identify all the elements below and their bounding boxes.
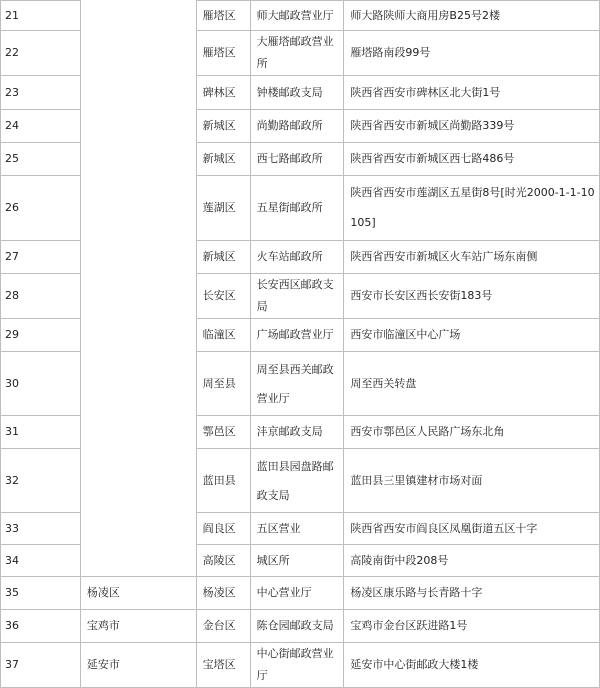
address-cell: 延安市中心街邮政大楼1楼 <box>344 643 600 688</box>
address-cell: 周至西关转盘 <box>344 352 600 416</box>
city-cell <box>80 176 196 241</box>
district-cell: 临潼区 <box>196 319 250 352</box>
address-cell: 宝鸡市金台区跃进路1号 <box>344 610 600 643</box>
table-row <box>1 319 600 352</box>
district-cell: 蓝田县 <box>196 449 250 513</box>
table-row <box>1 577 600 610</box>
table-row <box>1 449 600 513</box>
row-number: 33 <box>1 513 81 545</box>
city-cell <box>80 352 196 416</box>
table-row <box>1 513 600 545</box>
row-number: 35 <box>1 577 81 610</box>
office-cell: 中心街邮政营业厅 <box>250 643 344 688</box>
office-cell: 大雁塔邮政营业所 <box>250 31 344 76</box>
city-cell <box>80 110 196 143</box>
address-cell: 西安市鄠邑区人民路广场东北角 <box>344 416 600 449</box>
row-number: 25 <box>1 143 81 176</box>
table-row <box>1 416 600 449</box>
office-cell: 西七路邮政所 <box>250 143 344 176</box>
city-cell <box>80 241 196 274</box>
city-cell <box>80 319 196 352</box>
office-cell: 五区营业 <box>250 513 344 545</box>
office-cell: 周至县西关邮政营业厅 <box>250 352 344 416</box>
address-cell: 杨凌区康乐路与长青路十字 <box>344 577 600 610</box>
city-cell <box>80 416 196 449</box>
table-row <box>1 241 600 274</box>
address-cell: 陕西省西安市新城区火车站广场东南侧 <box>344 241 600 274</box>
office-cell: 五星街邮政所 <box>250 176 344 241</box>
office-cell: 师大邮政营业厅 <box>250 1 344 31</box>
address-cell: 陕西省西安市新城区西七路486号 <box>344 143 600 176</box>
district-cell: 阎良区 <box>196 513 250 545</box>
table-row <box>1 352 600 416</box>
district-cell: 莲湖区 <box>196 176 250 241</box>
address-cell: 蓝田县三里镇建材市场对面 <box>344 449 600 513</box>
table-row <box>1 1 600 31</box>
office-cell: 蓝田县园盘路邮政支局 <box>250 449 344 513</box>
address-cell: 陕西省西安市阎良区凤凰街道五区十字 <box>344 513 600 545</box>
city-cell <box>80 274 196 319</box>
office-cell: 尚勤路邮政所 <box>250 110 344 143</box>
row-number: 21 <box>1 1 81 31</box>
table-row <box>1 143 600 176</box>
row-number: 32 <box>1 449 81 513</box>
row-number: 34 <box>1 545 81 577</box>
city-cell <box>80 76 196 110</box>
table-body <box>1 1 600 688</box>
address-cell: 西安市临潼区中心广场 <box>344 319 600 352</box>
row-number: 23 <box>1 76 81 110</box>
table-row <box>1 643 600 688</box>
table-row <box>1 110 600 143</box>
row-number: 29 <box>1 319 81 352</box>
city-cell: 杨凌区 <box>80 577 196 610</box>
office-cell: 城区所 <box>250 545 344 577</box>
city-cell: 宝鸡市 <box>80 610 196 643</box>
district-cell: 长安区 <box>196 274 250 319</box>
table-row <box>1 76 600 110</box>
city-cell <box>80 545 196 577</box>
row-number: 36 <box>1 610 81 643</box>
city-cell <box>80 31 196 76</box>
district-cell: 碑林区 <box>196 76 250 110</box>
district-cell: 金台区 <box>196 610 250 643</box>
district-cell: 杨凌区 <box>196 577 250 610</box>
office-cell: 陈仓园邮政支局 <box>250 610 344 643</box>
address-cell: 陕西省西安市莲湖区五星街8号[时光2000-1-1-10105] <box>344 176 600 241</box>
city-cell <box>80 513 196 545</box>
district-cell: 新城区 <box>196 110 250 143</box>
row-number: 22 <box>1 31 81 76</box>
row-number: 27 <box>1 241 81 274</box>
district-cell: 高陵区 <box>196 545 250 577</box>
row-number: 28 <box>1 274 81 319</box>
district-cell: 周至县 <box>196 352 250 416</box>
address-cell: 陕西省西安市新城区尚勤路339号 <box>344 110 600 143</box>
table-row <box>1 31 600 76</box>
office-cell: 长安西区邮政支局 <box>250 274 344 319</box>
city-cell <box>80 449 196 513</box>
district-cell: 新城区 <box>196 143 250 176</box>
table-row <box>1 176 600 241</box>
address-cell: 高陵南街中段208号 <box>344 545 600 577</box>
table-row <box>1 610 600 643</box>
city-cell <box>80 1 196 31</box>
office-cell: 钟楼邮政支局 <box>250 76 344 110</box>
office-cell: 火车站邮政所 <box>250 241 344 274</box>
address-cell: 西安市长安区西长安街183号 <box>344 274 600 319</box>
address-cell: 雁塔路南段99号 <box>344 31 600 76</box>
row-number: 30 <box>1 352 81 416</box>
row-number: 24 <box>1 110 81 143</box>
row-number: 31 <box>1 416 81 449</box>
row-number: 37 <box>1 643 81 688</box>
table-row <box>1 545 600 577</box>
district-cell: 雁塔区 <box>196 1 250 31</box>
city-cell <box>80 143 196 176</box>
table-row <box>1 274 600 319</box>
row-number: 26 <box>1 176 81 241</box>
office-cell: 沣京邮政支局 <box>250 416 344 449</box>
district-cell: 宝塔区 <box>196 643 250 688</box>
district-cell: 鄠邑区 <box>196 416 250 449</box>
district-cell: 雁塔区 <box>196 31 250 76</box>
city-cell: 延安市 <box>80 643 196 688</box>
office-cell: 中心营业厅 <box>250 577 344 610</box>
address-cell: 师大路陕师大商用房B25号2楼 <box>344 1 600 31</box>
office-cell: 广场邮政营业厅 <box>250 319 344 352</box>
district-cell: 新城区 <box>196 241 250 274</box>
address-cell: 陕西省西安市碑林区北大街1号 <box>344 76 600 110</box>
